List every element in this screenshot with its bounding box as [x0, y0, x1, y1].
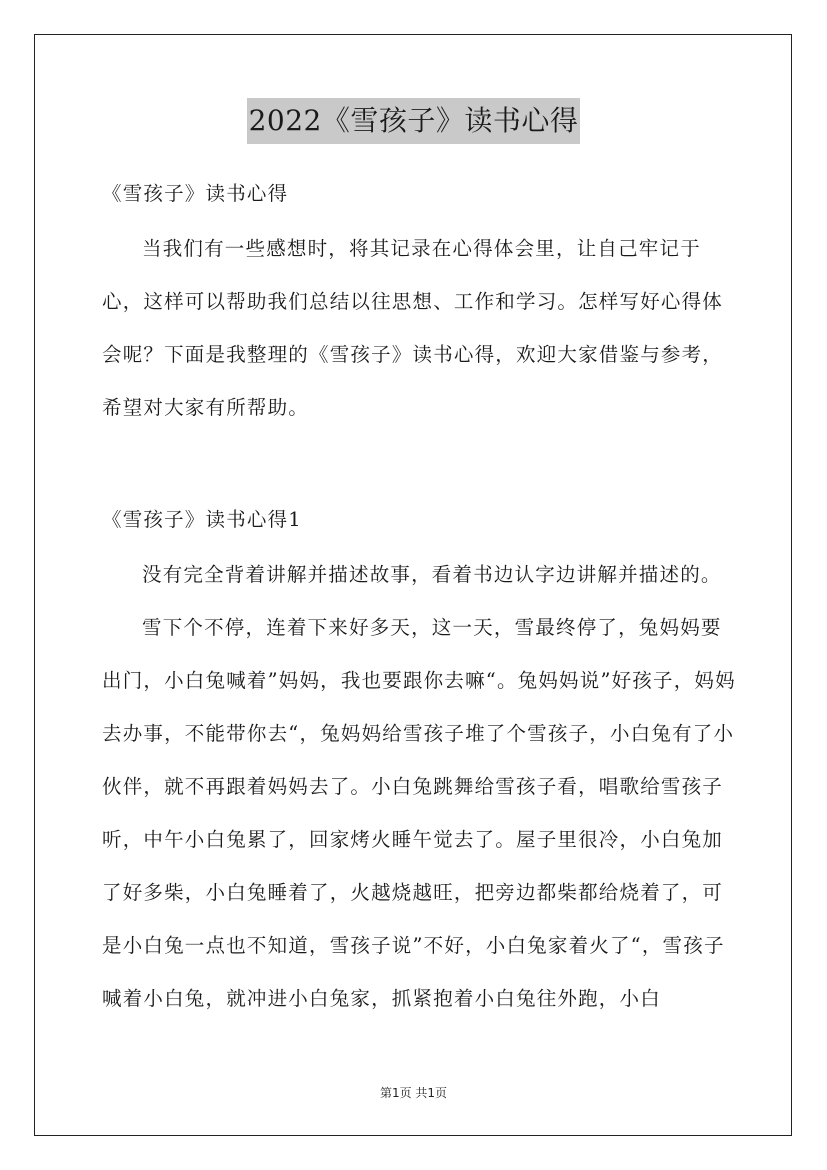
- subtitle-block: [102, 181, 742, 207]
- section1-body: [102, 548, 742, 1025]
- section1-paragraph-1: 没有完全背着讲解并描述故事，看着书边认字边讲解并描述的。: [142, 563, 722, 586]
- section1-heading-block: [102, 507, 742, 533]
- page-footer: 第1页 共1页: [379, 1086, 448, 1100]
- title-container: [0, 98, 827, 144]
- section1-heading: 《雪孩子》读书心得1: [102, 508, 302, 531]
- document-title: 2022《雪孩子》读书心得: [247, 98, 581, 144]
- document-subtitle: 《雪孩子》读书心得: [102, 182, 289, 205]
- section1-paragraph-2: 雪下个不停，连着下来好多天，这一天，雪最终停了，兔妈妈要出门，小白兔喊着”妈妈，我也要跟你去嘛“。兔妈妈说”好孩子，妈妈去办事，不能带你去“，兔妈妈给雪孩子堆了个雪孩子，小白兔有了小伙伴，就不再跟着妈妈去了。小白兔跳舞给雪孩子看，唱歌给雪孩子听，中午小白兔累了，回家烤火睡午觉去了。屋子里很冷，小白兔加了好多柴，小白兔睡着了，火越烧越旺，把旁边都柴都给烧着了，可是小白兔一点也不知道，雪孩子说”不好，小白兔家着火了“，雪孩子喊着小白兔，就冲进小白兔家，抓紧抱着小白兔往外跑，小白: [102, 616, 736, 1010]
- intro-block: [102, 222, 742, 434]
- intro-paragraph: 当我们有一些感想时，将其记录在心得体会里，让自己牢记于心，这样可以帮助我们总结以往思想、工作和学习。怎样写好心得体会呢？下面是我整理的《雪孩子》读书心得，欢迎大家借鉴与参考，希望对大家有所帮助。: [102, 237, 724, 419]
